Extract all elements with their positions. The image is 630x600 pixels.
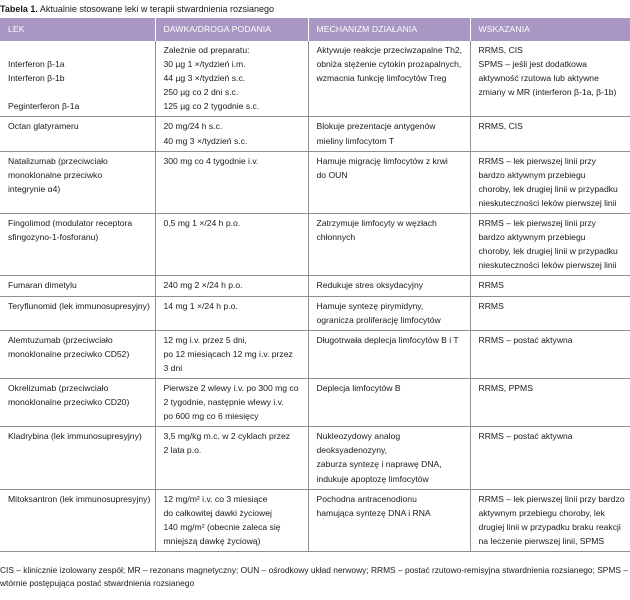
column-header-mechanism: MECHANIZM DZIAŁANIA bbox=[308, 18, 470, 41]
cell-line: zmiany w MR (interferon β-1a, β-1b) bbox=[478, 87, 617, 98]
cell-line: nieskuteczności leków pierwszej linii bbox=[478, 197, 617, 208]
cell-line: zaburza syntezę i naprawę DNA, bbox=[316, 459, 442, 470]
cell-drug bbox=[0, 214, 155, 276]
cell-line: Interferon β-1a bbox=[8, 59, 65, 69]
cell-line: 0,5 mg 1 ×/24 h p.o. bbox=[163, 218, 241, 229]
cell-line: Pierwsze 2 wlewy i.v. po 300 mg co bbox=[163, 382, 299, 393]
cell-line: RRMS – lek pierwszej linii przy bbox=[478, 155, 596, 166]
cell-line: indukuje apoptozę limfocytów bbox=[316, 473, 429, 484]
cell-indications bbox=[470, 378, 630, 426]
cell-mechanism bbox=[308, 378, 470, 426]
cell-line: do całkowitej dawki życiowej bbox=[163, 507, 272, 518]
cell-line: 2 tygodnie, następnie wlewy i.v. bbox=[163, 397, 284, 408]
cell-line: drugiej linii w przypadku braku reakcji bbox=[478, 521, 621, 532]
cell-mechanism bbox=[308, 276, 470, 296]
cell-line: bardzo aktywnym przebiegu bbox=[478, 232, 586, 243]
cell-dose bbox=[155, 378, 308, 426]
cell-line: Deplecja limfocytów B bbox=[316, 382, 401, 393]
cell-indications bbox=[470, 151, 630, 213]
cell-line: Redukuje stres oksydacyjny bbox=[316, 280, 424, 291]
cell-line: RRMS, CIS bbox=[478, 45, 523, 55]
cell-line: 140 mg/m² (obecnie zaleca się bbox=[163, 521, 281, 532]
cell-mechanism bbox=[308, 330, 470, 378]
cell-line: aktywnym przebiegu choroby, lek bbox=[478, 507, 605, 518]
cell-indications bbox=[470, 489, 630, 551]
cell-line: Octan glatyrameru bbox=[8, 121, 79, 132]
cell-line: Okrelizumab (przeciwciało bbox=[8, 382, 109, 393]
cell-line: RRMS bbox=[478, 300, 504, 311]
cell-line: RRMS, PPMS bbox=[478, 382, 533, 393]
cell-line: Alemtuzumab (przeciwciało bbox=[8, 334, 113, 345]
cell-line: bardzo aktywnym przebiegu bbox=[478, 169, 586, 180]
cell-dose bbox=[155, 41, 308, 117]
cell-line: monoklonalne przeciwko CD52) bbox=[8, 348, 130, 359]
cell-drug bbox=[0, 330, 155, 378]
cell-line: hamująca syntezę DNA i RNA bbox=[316, 507, 431, 518]
cell-line: monoklonalne przeciwko bbox=[8, 169, 103, 180]
cell-line: wzmacnia funkcję limfocytów Treg bbox=[316, 73, 447, 84]
table-row bbox=[0, 117, 630, 151]
cell-mechanism bbox=[308, 427, 470, 489]
cell-line: Interferon β-1b bbox=[8, 73, 65, 84]
cell-mechanism bbox=[308, 489, 470, 551]
cell-line: mniejszą dawkę życiową) bbox=[163, 535, 261, 546]
cell-line: Zatrzymuje limfocyty w węzłach bbox=[316, 218, 437, 229]
cell-dose bbox=[155, 330, 308, 378]
cell-line: integrynie α4) bbox=[8, 183, 61, 194]
table-caption-label: Tabela 1. bbox=[0, 4, 38, 14]
cell-line: 44 µg 3 ×/tydzień s.c. bbox=[163, 73, 246, 84]
cell-dose bbox=[155, 276, 308, 296]
cell-line: 240 mg 2 ×/24 h p.o. bbox=[163, 280, 243, 291]
cell-line: Nukleozydowy analog bbox=[316, 431, 401, 442]
cell-line: do OUN bbox=[316, 169, 348, 180]
cell-line: 3 dni bbox=[163, 362, 183, 373]
cell-drug bbox=[0, 117, 155, 151]
cell-line: 300 mg co 4 tygodnie i.v. bbox=[163, 155, 259, 166]
column-header-drug: LEK bbox=[0, 18, 155, 41]
cell-line: Teryflunomid (lek immunosupresyjny) bbox=[8, 300, 150, 311]
cell-line: Mitoksantron (lek immunosupresyjny) bbox=[8, 493, 151, 504]
cell-line: RRMS – lek pierwszej linii przy bbox=[478, 218, 596, 229]
table-row bbox=[0, 378, 630, 426]
cell-indications bbox=[470, 296, 630, 330]
cell-line: obniża stężenie cytokin prozapalnych, bbox=[316, 59, 462, 70]
cell-line: 125 µg co 2 tygodnie s.c. bbox=[163, 101, 260, 112]
cell-line: RRMS – lek pierwszej linii przy bardzo bbox=[478, 493, 625, 504]
cell-line: Fumaran dimetylu bbox=[8, 280, 77, 291]
cell-line: 30 µg 1 ×/tydzień i.m. bbox=[163, 59, 246, 70]
cell-line: RRMS, CIS bbox=[478, 121, 523, 132]
cell-line: monoklonalne przeciwko CD20) bbox=[8, 397, 130, 408]
cell-mechanism bbox=[308, 151, 470, 213]
cell-spacer bbox=[8, 85, 151, 99]
table-header-row bbox=[0, 18, 630, 41]
cell-line: Hamuje migrację limfocytów z krwi bbox=[316, 155, 448, 166]
cell-mechanism bbox=[308, 117, 470, 151]
table-row bbox=[0, 489, 630, 551]
cell-line: sfingozyno-1-fosforanu) bbox=[8, 232, 99, 243]
column-header-indications: WSKAZANIA bbox=[470, 18, 630, 41]
cell-line: aktywność rzutowa lub aktywne bbox=[478, 73, 599, 84]
table-caption bbox=[0, 3, 630, 15]
cell-drug bbox=[0, 41, 155, 117]
cell-line: RRMS – postać aktywna bbox=[478, 334, 573, 345]
cell-line: ogranicza proliferację limfocytów bbox=[316, 314, 441, 325]
cell-line: Długotrwała deplecja limfocytów B i T bbox=[316, 334, 459, 345]
cell-line: Blokuje prezentacje antygenów bbox=[316, 121, 436, 132]
table-row bbox=[0, 296, 630, 330]
column-header-dose: DAWKA/DROGA PODANIA bbox=[155, 18, 308, 41]
cell-line: Natalizumab (przeciwciało bbox=[8, 155, 108, 166]
cell-dose bbox=[155, 427, 308, 489]
table-body bbox=[0, 41, 630, 552]
cell-line: Zależnie od preparatu: bbox=[163, 45, 250, 55]
cell-line: RRMS bbox=[478, 280, 504, 291]
cell-drug bbox=[0, 276, 155, 296]
cell-mechanism bbox=[308, 296, 470, 330]
cell-line: choroby, lek drugiej linii w przypadku bbox=[478, 246, 618, 257]
cell-dose bbox=[155, 214, 308, 276]
cell-line: mieliny limfocytom T bbox=[316, 135, 395, 146]
cell-line: deoksyadenozyny, bbox=[316, 445, 388, 456]
cell-drug bbox=[0, 378, 155, 426]
table-row bbox=[0, 214, 630, 276]
table-row bbox=[0, 151, 630, 213]
cell-line: po 600 mg co 6 miesięcy bbox=[163, 411, 259, 422]
cell-line: 250 µg co 2 dni s.c. bbox=[163, 87, 239, 98]
cell-line: Fingolimod (modulator receptora bbox=[8, 218, 133, 229]
cell-indications bbox=[470, 117, 630, 151]
table-footnote: CIS – klinicznie izolowany zespół; MR – rezonans magnetyczny; OUN – ośrodkowy układ nerwowy; RRMS – postać rzutowo-remisyjna stwardnienia rozsianego; SPMS – wtórnie postępująca postać stwardnienia rozsianego bbox=[0, 565, 628, 588]
cell-indications bbox=[470, 214, 630, 276]
cell-drug bbox=[0, 296, 155, 330]
cell-line: po 12 miesiącach 12 mg i.v. przez bbox=[163, 348, 293, 359]
cell-mechanism bbox=[308, 41, 470, 117]
cell-line: 12 mg/m² i.v. co 3 miesiące bbox=[163, 493, 268, 504]
cell-line: 20 mg/24 h s.c. bbox=[163, 121, 223, 132]
cell-line: Pochodna antracenodionu bbox=[316, 493, 417, 504]
cell-dose bbox=[155, 296, 308, 330]
table-row bbox=[0, 276, 630, 296]
cell-line: Aktywuje reakcje przeciwzapalne Th2, bbox=[316, 45, 463, 55]
cell-line: 2 lata p.o. bbox=[163, 445, 202, 456]
cell-mechanism bbox=[308, 214, 470, 276]
cell-line: 14 mg 1 ×/24 h p.o. bbox=[163, 300, 238, 311]
cell-drug bbox=[0, 151, 155, 213]
table-row bbox=[0, 41, 630, 117]
cell-line: Peginterferon β-1a bbox=[8, 101, 80, 112]
cell-indications bbox=[470, 330, 630, 378]
drug-table bbox=[0, 18, 630, 552]
cell-spacer bbox=[8, 43, 151, 57]
cell-line: na leczenie pierwszej linii, SPMS bbox=[478, 535, 605, 546]
cell-drug bbox=[0, 427, 155, 489]
cell-dose bbox=[155, 117, 308, 151]
table-row bbox=[0, 427, 630, 489]
cell-line: chłonnych bbox=[316, 232, 356, 243]
cell-line: nieskuteczności leków pierwszej linii bbox=[478, 260, 617, 271]
cell-line: choroby, lek drugiej linii w przypadku bbox=[478, 183, 618, 194]
cell-line: 12 mg i.v. przez 5 dni, bbox=[163, 334, 247, 345]
table-caption-text: Aktualnie stosowane leki w terapii stwardnienia rozsianego bbox=[39, 4, 275, 14]
cell-line: RRMS – postać aktywna bbox=[478, 431, 573, 442]
cell-indications bbox=[470, 276, 630, 296]
cell-line: 3,5 mg/kg m.c. w 2 cyklach przez bbox=[163, 431, 291, 442]
cell-line: SPMS – jeśli jest dodatkowa bbox=[478, 59, 587, 70]
cell-indications bbox=[470, 41, 630, 117]
cell-drug bbox=[0, 489, 155, 551]
table-row bbox=[0, 330, 630, 378]
cell-dose bbox=[155, 489, 308, 551]
cell-dose bbox=[155, 151, 308, 213]
cell-line: Hamuje syntezę pirymidyny, bbox=[316, 300, 424, 311]
cell-indications bbox=[470, 427, 630, 489]
cell-line: Kladrybina (lek immunosupresyjny) bbox=[8, 431, 142, 442]
cell-line: 40 mg 3 ×/tydzień s.c. bbox=[163, 135, 248, 146]
